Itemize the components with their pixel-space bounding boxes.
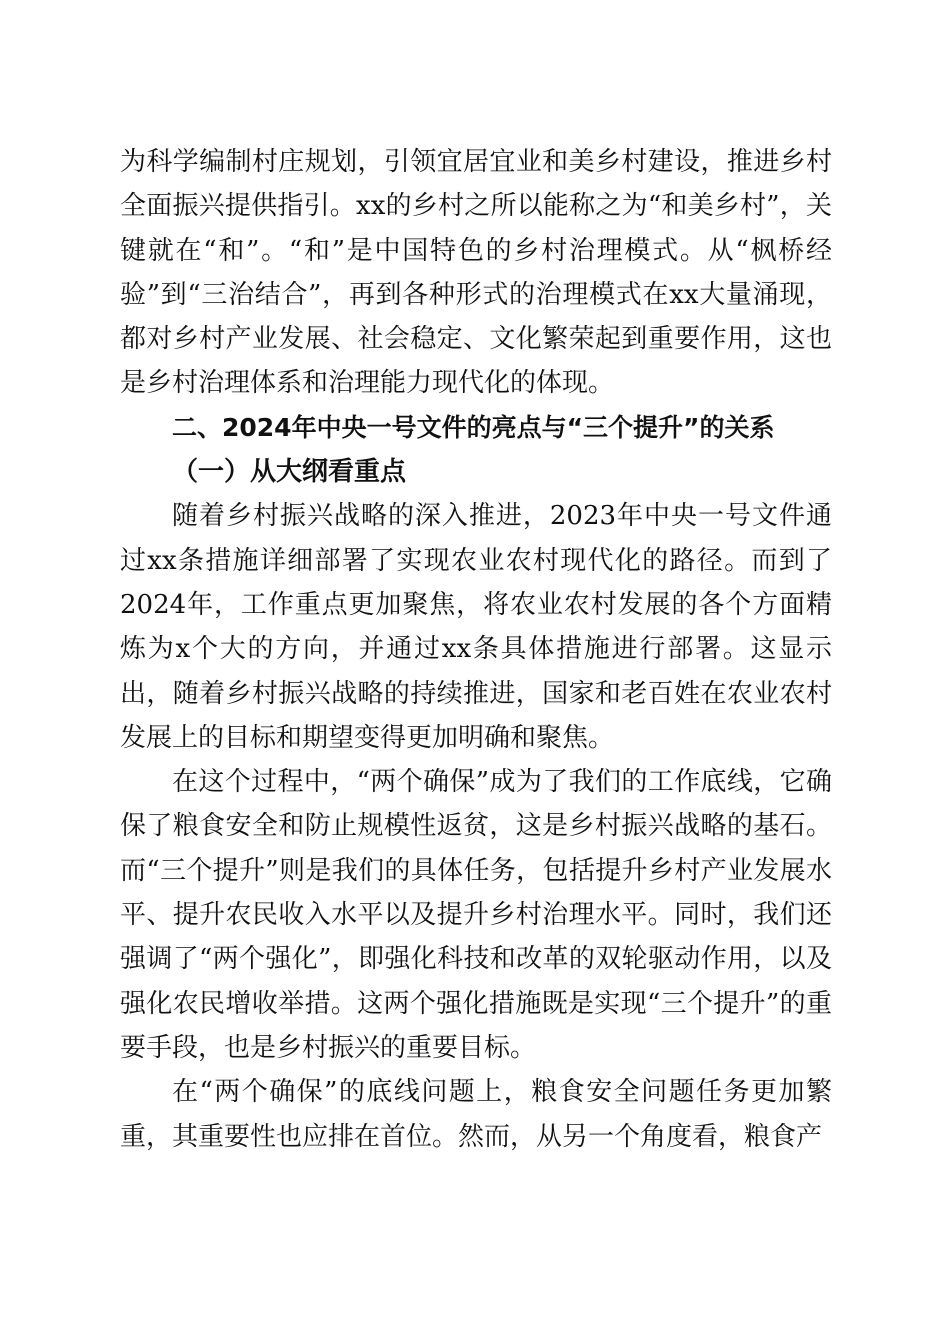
subsection-heading: （一）从大纲看重点 <box>172 457 407 488</box>
paragraph: 随着乡村振兴战略的深入推进，2023年中央一号文件通过xx条措施详细部署了实现农业农村现代化的路径。而到了2024年，工作重点更加聚焦，将农业农村发展的各个方面精炼为x个大的方向，并通过xx条具体措施进行部署。这显示出，随着乡村振兴战略的持续推进，国家和老百姓在农业农村发展上的目标和期望变得更加明确和聚焦。 <box>120 501 832 753</box>
document-body <box>120 140 832 1159</box>
paragraph: 在这个过程中，“两个确保”成为了我们的工作底线，它确保了粮食安全和防止规模性返贫，这是乡村振兴战略的基石。而“三个提升”则是我们的具体任务，包括提升乡村产业发展水平、提升农民收入水平以及提升乡村治理水平。同时，我们还强调了“两个强化”，即强化科技和改革的双轮驱动作用，以及强化农民增收举措。这两个强化措施既是实现“三个提升”的重要手段，也是乡村振兴的重要目标。 <box>120 767 832 1063</box>
paragraph: 在“两个确保”的底线问题上，粮食安全问题任务更加繁重，其重要性也应排在首位。然而，从另一个角度看，粮食产 <box>120 1077 832 1152</box>
paragraph-continuation: 为科学编制村庄规划，引领宜居宜业和美乡村建设，推进乡村全面振兴提供指引。xx的乡村之所以能称之为“和美乡村”，关键就在“和”。“和”是中国特色的乡村治理模式。从“枫桥经验”到“三治结合”，再到各种形式的治理模式在xx大量涌现，都对乡村产业发展、社会稳定、文化繁荣起到重要作用，这也是乡村治理体系和治理能力现代化的体现。 <box>120 147 832 399</box>
section-heading: 二、2024年中央一号文件的亮点与“三个提升”的关系 <box>172 412 775 442</box>
